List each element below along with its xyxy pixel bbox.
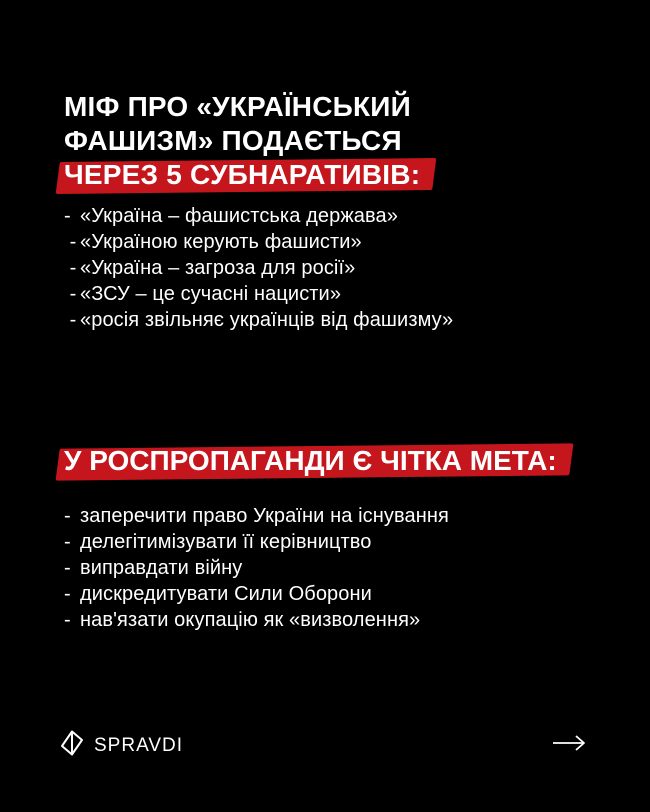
page-title: [64, 90, 434, 192]
list-item: - делегітимізувати її керівництво: [64, 531, 372, 553]
list-item: - дискредитувати Сили Оборони: [64, 583, 372, 605]
list-item: - нав'язати окупацію як «визволення»: [64, 609, 421, 631]
subnarratives-list: [64, 203, 453, 333]
spravdi-logo-icon: [60, 730, 84, 761]
goals-list: [64, 503, 449, 633]
list-item: - виправдати війну: [64, 557, 243, 579]
title-line-1: МІФ ПРО «УКРАЇНСЬКИЙ: [64, 91, 411, 122]
arrow-right-icon[interactable]: [552, 733, 586, 758]
list-item: - «Україна – фашистська держава»: [64, 205, 398, 227]
list-item: - «Україна – загроза для росії»: [64, 257, 356, 279]
list-item: - «Україною керують фашисти»: [64, 231, 362, 253]
goal-title-highlight: У РОСПРОПАГАНДИ Є ЧІТКА МЕТА:: [62, 444, 571, 478]
list-item: - «росія звільняє українців від фашизму»: [64, 309, 454, 331]
title-line-2: ФАШИЗМ» ПОДАЄТЬСЯ: [64, 125, 402, 156]
title-highlight: ЧЕРЕЗ 5 СУБНАРАТИВІВ:: [62, 158, 434, 192]
goal-title: [64, 444, 571, 478]
brand-name: SPRAVDI: [94, 734, 184, 756]
list-item: - «ЗСУ – це сучасні нацисти»: [64, 283, 342, 305]
brand: [60, 730, 183, 761]
list-item: - заперечити право України на існування: [64, 505, 449, 527]
